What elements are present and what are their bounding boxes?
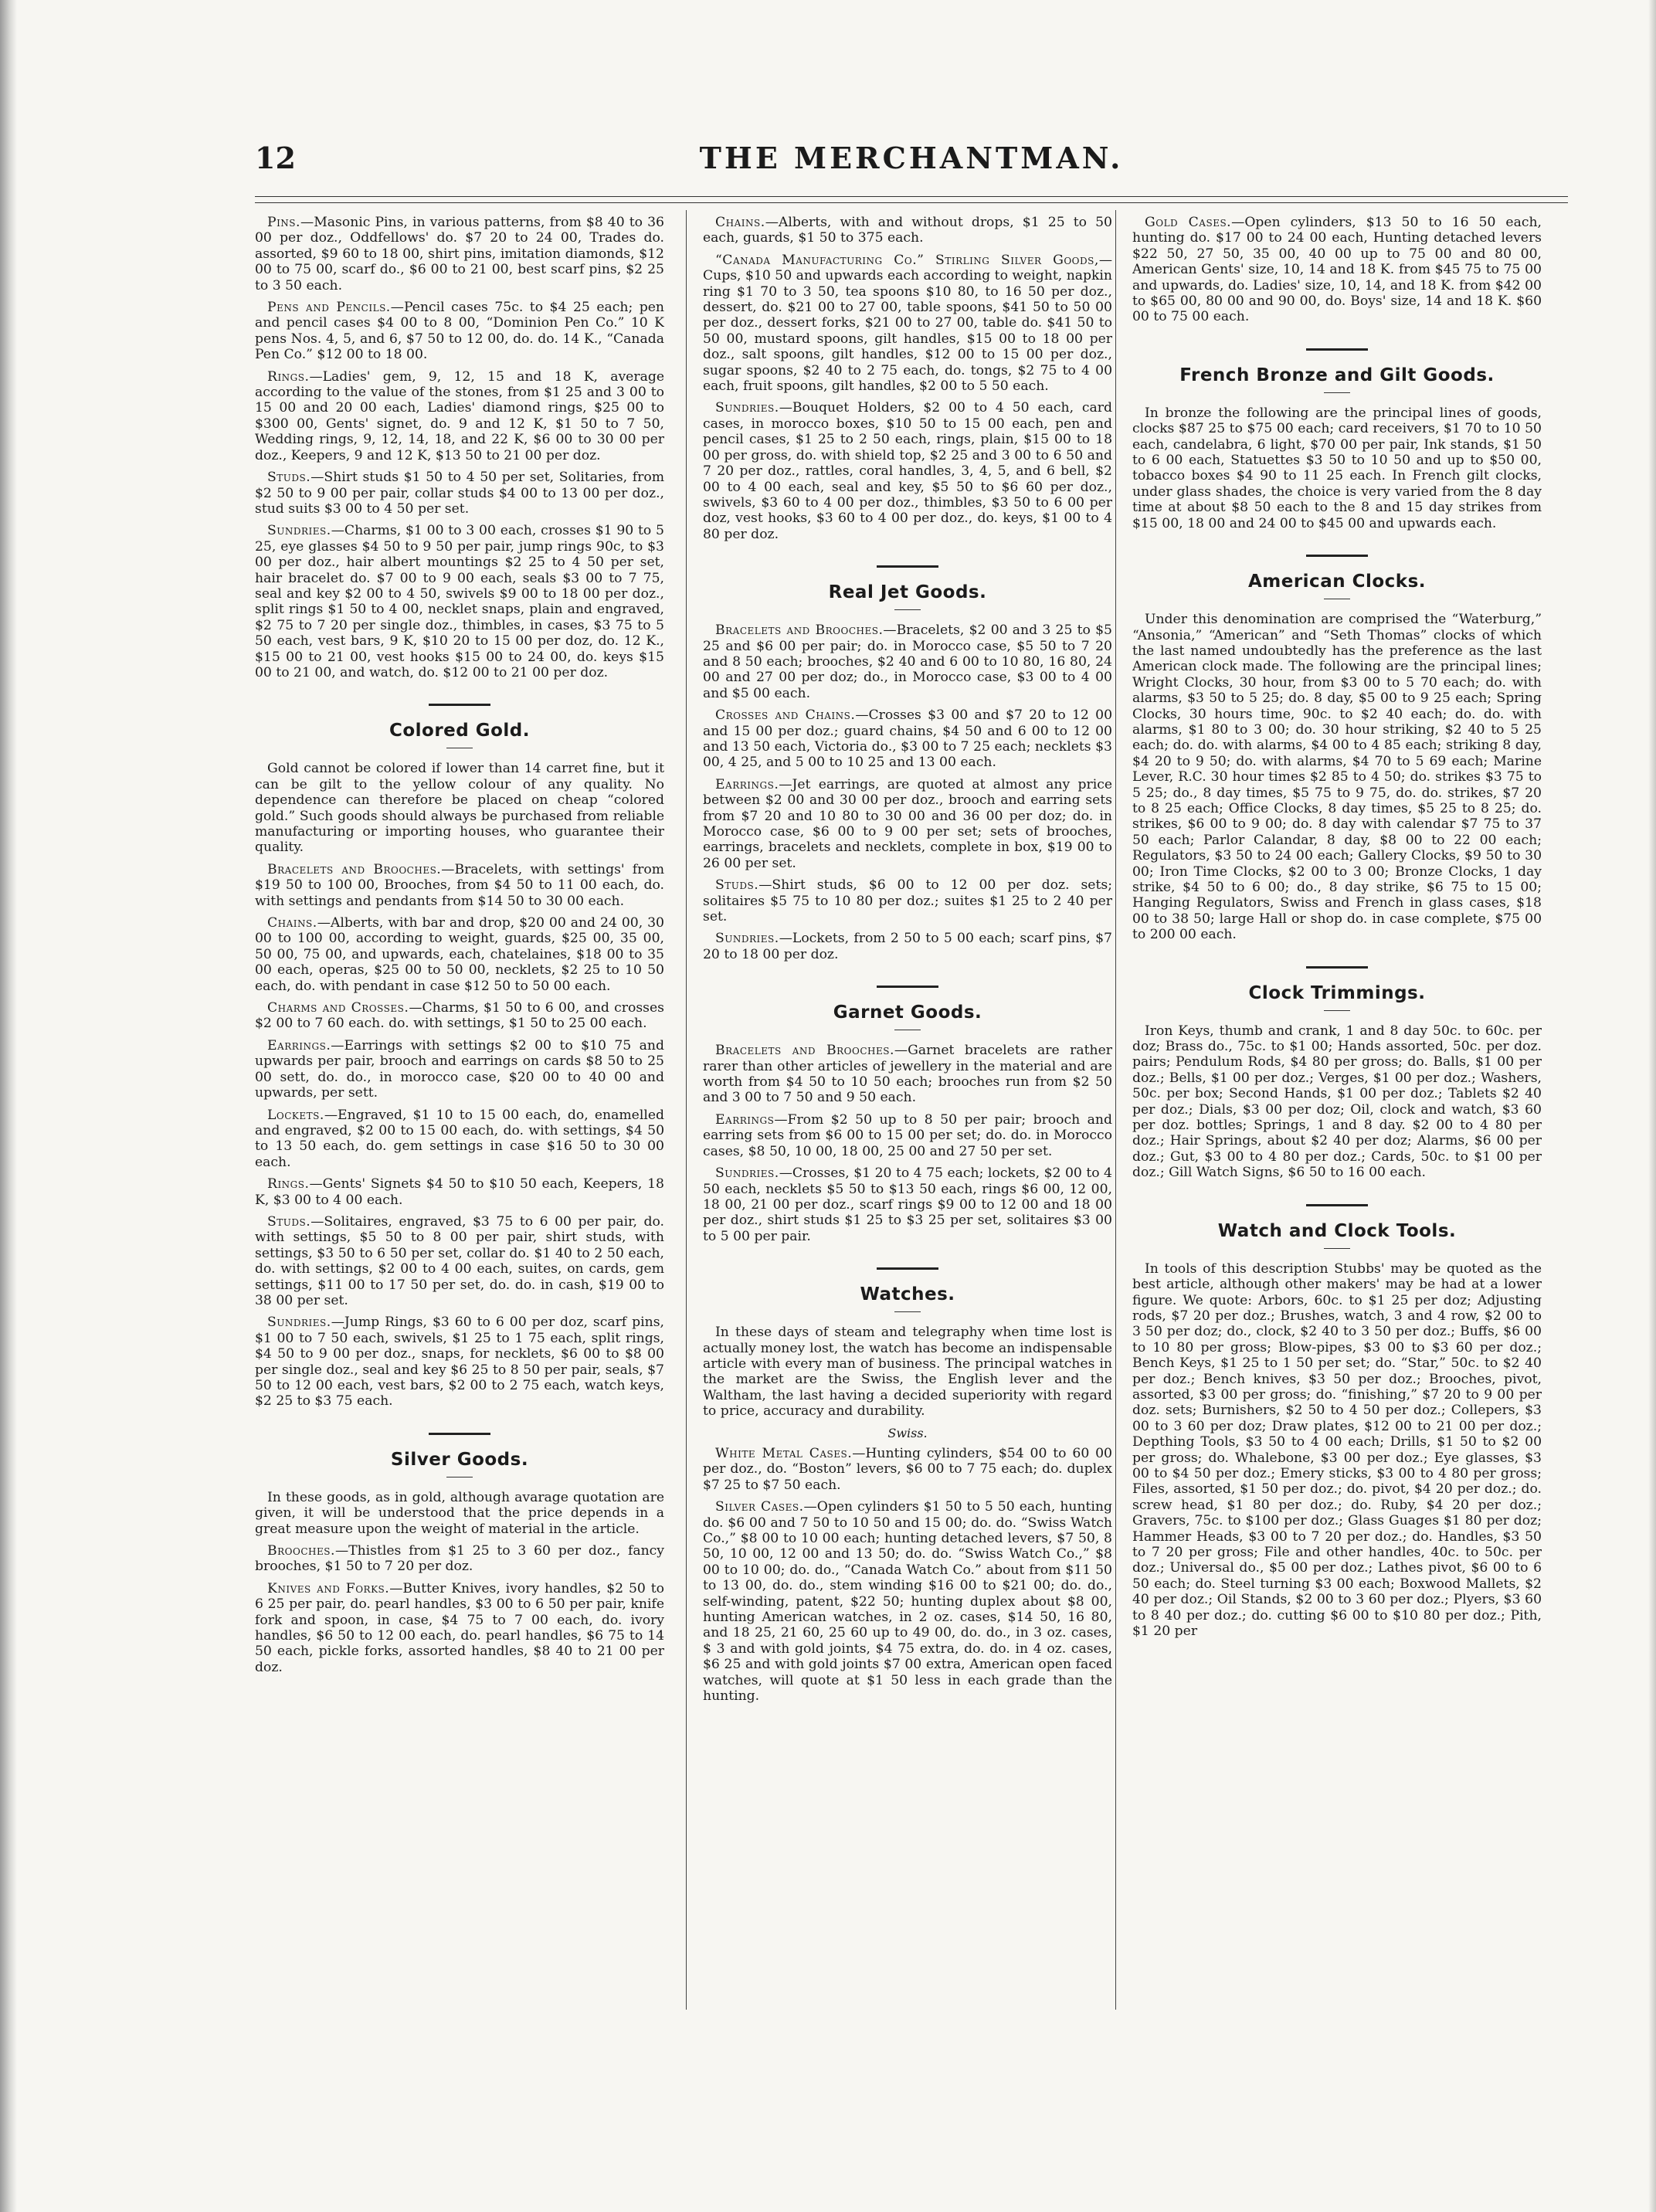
price-paragraph bbox=[255, 1038, 664, 1101]
paragraph-text: —Pencil cases 75c. to $4 25 each; pen and pencil cases $4 00 to 8 00, “Dominion Pen Co.” 10 K pens Nos. 4, 5, and 6, $7 50 to 12 00, do. do. 14 K., “Canada Pen Co.” $12 00 to 18 00. bbox=[255, 300, 664, 363]
paragraph-text: —Engraved, $1 10 to 15 00 each, do, enamelled and engraved, $2 00 to 15 00 each, do. with settings, $4 50 to 13 50 each, do. gem settings in case $16 50 to 30 00 each. bbox=[255, 1107, 664, 1170]
header-rule bbox=[255, 196, 1568, 197]
section-rule bbox=[1306, 1204, 1368, 1206]
price-paragraph bbox=[1132, 1023, 1542, 1181]
price-paragraph bbox=[255, 1315, 664, 1409]
paragraph-lead: Bracelets and Brooches. bbox=[267, 861, 442, 877]
price-paragraph bbox=[703, 623, 1112, 701]
paragraph-lead: Knives and Forks. bbox=[267, 1580, 390, 1596]
section-heading bbox=[703, 565, 1112, 610]
price-paragraph bbox=[703, 1165, 1112, 1244]
section-underline bbox=[1324, 1248, 1350, 1249]
price-paragraph bbox=[703, 877, 1112, 924]
paragraph-lead: “Canada Manufacturing Co.” Stirling Silver Goods, bbox=[715, 252, 1099, 268]
paragraph-lead: Earrings. bbox=[267, 1037, 331, 1053]
paragraph-text: —Bracelets, with settings' from $19 50 to 100 00, Brooches, from $4 50 to 11 00 each, do. with settings and pendants from $14 50 to 30 00 each. bbox=[255, 861, 664, 909]
paragraph-text: In bronze the following are the principal lines of goods, clocks $87 25 to $75 00 each; card receivers, $1 70 to 10 50 each, candelabra, 6 light, $70 00 per pair, Ink stands, $1 50 to 6 00 each, Statuettes $3 50 to 10 50 and up to $50 00, tobacco boxes $4 90 to 11 25 each. In French gilt clocks, under glass shades, the choice is very varied from the 8 day time at about $8 50 each to the 8 and 15 day strikes from $15 00, 18 00 and 24 00 to $45 00 and upwards each. bbox=[1132, 405, 1542, 531]
paragraph-text: —From $2 50 up to 8 50 per pair; brooch and earring sets from $6 00 to 15 00 per set; do. do. in Morocco cases, $8 50, 10 00, 18 00, 25 00 and 27 50 per set. bbox=[703, 1111, 1112, 1159]
paragraph-text: —Bracelets, $2 00 and 3 25 to $5 25 and $6 00 per pair; do. in Morocco case, $5 50 to 7 20 and 8 50 each; brooches, $2 40 and 6 00 to 10 80, 16 80, 24 00 and 27 00 per doz; do., in Morocco case, $3 00 to 4 00 and $5 00 each. bbox=[703, 623, 1112, 701]
paragraph-lead: Earrings bbox=[715, 1111, 775, 1128]
paragraph-text: —Alberts, with bar and drop, $20 00 and 24 00, 30 00 to 100 00, according to weight, guards, $25 00, 35 00, 50 00, 75 00, and upwards, each, chatelaines, $18 00 to 35 00 each, operas, $25 00 to 50 00, necklets, $2 25 to 10 50 each, do. with pendant in case $12 50 to 50 00 each. bbox=[255, 915, 664, 994]
column-3 bbox=[1132, 215, 1542, 2007]
paragraph-lead: Chains. bbox=[267, 915, 317, 931]
paragraph-lead: Silver Cases. bbox=[715, 1499, 804, 1515]
price-paragraph bbox=[255, 369, 664, 463]
masthead-title: THE MERCHANTMAN. bbox=[699, 141, 1124, 175]
paragraph-text: In tools of this description Stubbs' may be quoted as the best article, although other makers' may be had at a lower figure. We quote: Arbors, 60c. to $1 25 per doz; Adjusting rods, $7 20 per doz.; Brushes, watch, 3 and 4 row, $2 00 to 3 50 per doz; do., clock, $2 40 to 3 50 per doz.; Buffs, $6 00 to 10 80 per gross; Blow-pipes, $3 00 to $3 60 per doz.; Bench Keys, $1 25 to 1 50 per set; do. “Star,” 50c. to $2 40 per doz.; Bench knives, $3 50 per doz.; Brooches, pivot, assorted, $3 00 per gross; do. “finishing,” $7 20 to 9 00 per doz. sets; Burnishers, $2 50 to 4 50 per doz.; Collepers, $3 00 to 3 60 per doz; Draw plates, $12 00 to 21 00 per doz.; Depthing Tools, $3 50 to 4 00 each; Drills, $1 50 to $2 00 per gross; do. Whalebone, $3 00 per doz.; Eye glasses, $3 00 to $4 50 per doz.; Emery sticks, $3 00 to 4 80 per gross; Files, assorted, $1 50 per doz.; do. pivot, $4 20 per doz.; do. screw head, $1 80 per doz.; do. Ruby, $4 20 per doz.; Gravers, 75c. to $100 per doz.; Glass Guages $1 80 per doz; Hammer Heads, $3 00 to 7 20 per doz.; do. Handles, $3 50 to 7 20 per gross; File and other handles, 40c. to 50c. per doz.; Universal do., $5 00 per doz.; Lathes pivot, $6 00 to 6 50 each; do. Steel turning $3 00 each; Boxwood Mallets, $2 40 per doz.; Oil Stands, $2 00 to 3 60 per doz.; Plyers, $3 60 to 8 40 per doz.; do. cutting $6 00 to $10 80 per doz.; Pith, $1 20 per bbox=[1132, 1260, 1542, 1640]
section-underline bbox=[894, 609, 921, 610]
section-heading bbox=[1132, 555, 1542, 599]
page-number: 12 bbox=[255, 141, 296, 175]
section-rule bbox=[429, 704, 490, 706]
paragraph-text: —Bouquet Holders, $2 00 to 4 50 each, card cases, in morocco boxes, $10 50 to 15 00 each, pen and pencil cases, $1 25 to 2 50 each, rings, plain, $15 00 to 18 00 per gross, do. with shield top, $2 25 and 3 00 to 6 50 and 7 20 per doz., rattles, coral handles, 3, 4, 5, and 6 bell, $2 00 to 4 00 each, seal and key, $5 50 to $6 60 per doz., swivels, $3 60 to 4 00 per doz., thimbles, $3 50 to 6 00 per doz, vest hooks, $3 60 to 4 00 per doz., do. keys, $1 00 to 4 80 per doz. bbox=[703, 400, 1112, 542]
price-paragraph bbox=[703, 215, 1112, 246]
price-paragraph bbox=[703, 931, 1112, 962]
paragraph-text: —Jet earrings, are quoted at almost any price between $2 00 and 30 00 per doz., brooch and earring sets from $7 20 and 10 80 to 30 00 and 36 00 per doz; do. in Morocco case, $6 00 to 9 00 per set; sets of brooches, earrings, bracelets and necklets, complete in box, $19 00 to 26 00 per set. bbox=[703, 776, 1112, 871]
paragraph-lead: Sundries. bbox=[715, 931, 779, 947]
column-2 bbox=[703, 215, 1112, 2007]
section-title: American Clocks. bbox=[1247, 572, 1427, 592]
paragraph-lead: Gold Cases. bbox=[1145, 215, 1232, 230]
paragraph-text: Iron Keys, thumb and crank, 1 and 8 day 50c. to 60c. per doz; Brass do., 75c. to $1 00; Hands assorted, 50c. per doz. pairs; Pendulum Rods, $4 80 per gross; do. Balls, $1 00 per doz.; Bells, $1 00 per doz.; Verges, $1 00 per doz.; Washers, 50c. per box; Second Hands, $1 00 per doz.; Tablets $2 40 per doz.; Dials, $3 00 per doz; Oil, clock and watch, $3 60 per doz. bottles; Springs, 1 and 8 day. $2 00 to 4 80 per doz.; Hair Springs, about $2 40 per doz; Alarms, $6 00 per doz.; Gut, $3 00 to 4 80 per doz.; Cards, 50c. to $1 00 per doz.; Gill Watch Signs, $6 50 to 16 00 each. bbox=[1132, 1023, 1542, 1181]
price-paragraph bbox=[255, 1214, 664, 1308]
paragraph-text: —Garnet bracelets are rather rarer than other articles of jewellery in the material and are worth from $4 50 to 10 50 each; brooches run from $2 50 and 3 00 to 7 50 and 9 50 each. bbox=[703, 1043, 1112, 1106]
section-underline bbox=[894, 1311, 921, 1312]
section-title: Garnet Goods. bbox=[833, 1003, 982, 1023]
paragraph-lead: Pins. bbox=[267, 215, 300, 230]
section-heading bbox=[255, 704, 664, 748]
paragraph-text: —Crosses, $1 20 to 4 75 each; lockets, $2 00 to 4 50 each, necklets $5 50 to $13 50 each, rings $6 00, 12 00, 18 00, 21 00 per doz., scarf rings $9 00 to 12 00 and 18 00 per doz., shirt studs $1 25 to $3 25 per set, solitaires $3 00 to 5 00 per pair. bbox=[703, 1165, 1112, 1244]
paragraph-text: —Hunting cylinders, $54 00 to 60 00 per doz., do. “Boston” levers, $6 00 to 7 75 each; do. duplex $7 25 to $7 50 each. bbox=[703, 1445, 1112, 1493]
price-paragraph bbox=[703, 400, 1112, 542]
paragraph-text: —Masonic Pins, in various patterns, from $8 40 to 36 00 per doz., Oddfellows' do. $7 20 to 24 00, Trades do. assorted, $9 60 to 18 00, shirt pins, imitation diamonds, $12 00 to 75 00, scarf do., $6 00 to 21 00, best scarf pins, $2 25 to 3 50 each. bbox=[255, 215, 664, 293]
section-rule bbox=[1306, 966, 1368, 969]
paragraph-lead: Sundries. bbox=[715, 1165, 779, 1182]
price-paragraph bbox=[703, 1112, 1112, 1159]
price-paragraph bbox=[703, 1499, 1112, 1704]
price-paragraph bbox=[255, 1543, 664, 1575]
page-edge-right bbox=[1648, 0, 1656, 2212]
section-rule bbox=[877, 565, 938, 568]
paragraph-lead: Brooches. bbox=[267, 1543, 335, 1559]
section-rule bbox=[877, 986, 938, 988]
paragraph-lead: Lockets. bbox=[267, 1107, 324, 1123]
paragraph-text: Under this denomination are comprised the “Waterburg,” “Ansonia,” “American” and “Seth Thomas” clocks of which the last named undoubtedly has the preference as the last American clock made. The following are the principal lines; Wright Clocks, 30 hour, from $3 00 to 5 70 each; do. with alarms, $3 50 to 5 25; do. 8 day, $5 00 to 9 25 each; Spring Clocks, 30 hours time, 90c. to $2 40 each; do. do. with alarms, $1 80 to 3 00; do. 30 hour striking, $2 40 to 5 25 each; do. do. with alarms, $4 00 to 4 85 each; striking 8 day, $4 20 to 9 50; do. with alarms, $4 70 to 5 69 each; Marine Lever, R.C. 30 hour times $2 85 to 4 50; do. strikes $3 75 to 5 25; do., 8 day times, $5 75 to 9 75, do. do. strikes, $7 20 to 8 25 each; Office Clocks, 8 day times, $5 25 to 8 25; do. strikes, $6 00 to 9 00; do. 8 day with calendar $7 75 to 37 50 each; Parlor Calandar, 8 day, $8 00 to 22 00 each; Regulators, $3 50 to 24 00 each; Gallery Clocks, $9 50 to 30 00; Iron Time Clocks, $2 00 to 3 00; Bronze Clocks, 1 day strike, $4 50 to 6 00; do., 8 day strike, $6 75 to 15 00; Hanging Regulators, Swiss and French in glass cases, $18 00 to 38 50; large Hall or shop do. in case complete, $75 00 to 200 00 each. bbox=[1132, 612, 1542, 943]
subheading: Swiss. bbox=[887, 1425, 928, 1440]
paragraph-text: —Shirt studs, $6 00 to 12 00 per doz. sets; solitaires $5 75 to 10 80 per doz.; suites $1 25 to 2 40 per set. bbox=[703, 877, 1112, 925]
paragraph-text: —Gents' Signets $4 50 to $10 50 each, Keepers, 18 K, $3 00 to 4 00 each. bbox=[255, 1176, 664, 1208]
section-title: Real Jet Goods. bbox=[828, 582, 987, 603]
section-heading bbox=[1132, 348, 1542, 393]
section-heading bbox=[255, 1433, 664, 1477]
paragraph-text: —Jump Rings, $3 60 to 6 00 per doz, scarf pins, $1 00 to 7 50 each, swivels, $1 25 to 1 75 each, split rings, $4 50 to 9 00 per doz., snaps, for necklets, $6 00 to $8 00 per single doz., seal and key $6 25 to 8 50 per pair, seals, $7 50 to 12 00 each, vest bars, $2 00 to 2 75 each, watch keys, $2 25 to $3 75 each. bbox=[255, 1315, 664, 1410]
paragraph-lead: Rings. bbox=[267, 1176, 310, 1193]
paragraph-text: —Open cylinders, $13 50 to 16 50 each, hunting do. $17 00 to 24 00 each, Hunting detached levers $22 50, 27 50, 35 00, 40 00 up to 75 00 and 80 00, American Gents' size, 10, 14 and 18 K. from $45 75 to 75 00 and upwards, do. Ladies' size, 10, 14, and 18 K. from $42 00 to $65 00, 80 00 and 90 00, do. Boys' size, 14 and 18 K. $60 00 to 75 00 each. bbox=[1132, 215, 1542, 325]
section-heading bbox=[703, 1267, 1112, 1312]
paragraph-lead: Crosses and Chains. bbox=[715, 707, 856, 724]
section-title: Watch and Clock Tools. bbox=[1217, 1220, 1457, 1241]
paragraph-text: —Open cylinders $1 50 to 5 50 each, hunting do. $6 00 and 7 50 to 10 50 and 15 00; do. do. “Swiss Watch Co.,” $8 00 to 10 00 each; hunting detached levers, $7 50, 8 50, 10 00, 12 00 and 13 50; do. do. “Swiss Watch Co.,” $8 00 to 10 00; do. do., “Canada Watch Co.” about from $11 50 to 13 00, do. do., stem winding $16 00 to $21 00; do. do., self-winding, patent, $22 50; hunting duplex about $8 00, hunting American watches, in 2 oz. cases, $14 50, 16 80, and 18 25, 21 60, 25 60 up to 49 00, do. do., in 3 oz. cases, $ 3 and with gold joints, $4 75 extra, do. do. in 4 oz. cases, $6 25 and with gold joints $7 00 extra, American open faced watches, will quote at $1 50 less in each grade than the hunting. bbox=[703, 1499, 1112, 1705]
paragraph-lead: Bracelets and Brooches. bbox=[715, 1043, 894, 1059]
price-paragraph bbox=[255, 215, 664, 293]
paragraph-lead: Earrings. bbox=[715, 776, 779, 792]
section-title: Silver Goods. bbox=[390, 1449, 529, 1470]
page-edge-shadow bbox=[0, 0, 17, 2212]
section-title: Watches. bbox=[860, 1284, 955, 1305]
paragraph-text: In these days of steam and telegraphy when time lost is actually money lost, the watch has become an indispensable article with every man of business. The principal watches in the market are the Swiss, the English lever and the Waltham, the last having a decided superiority with regard to price, accuracy and durability. bbox=[703, 1325, 1112, 1420]
section-rule bbox=[877, 1267, 938, 1270]
section-rule bbox=[1306, 348, 1368, 351]
price-paragraph bbox=[255, 1000, 664, 1032]
price-paragraph bbox=[703, 777, 1112, 871]
price-paragraph bbox=[255, 1581, 664, 1675]
section-heading bbox=[703, 986, 1112, 1030]
paragraph-lead: Sundries. bbox=[267, 1315, 331, 1331]
price-paragraph bbox=[703, 707, 1112, 771]
paragraph-lead: Sundries. bbox=[267, 523, 331, 539]
price-paragraph bbox=[1132, 612, 1542, 943]
section-title: French Bronze and Gilt Goods. bbox=[1179, 365, 1495, 385]
paragraph-text: —Cups, $10 50 and upwards each according to weight, napkin ring $1 70 to 3 50, tea spoons $10 80, to 16 50 per doz., dessert, do. $21 00 to 27 00, table spoons, $41 50 to 50 00 per doz., dessert forks, $21 00 to 27 00, table do. $41 50 to 50 00, mustard spoons, gilt handles, $15 00 to 18 00 per doz., salt spoons, gilt handles, $12 00 to 15 00 per doz., sugar spoons, $2 40 to 2 75 each, do. tongs, $2 75 to 4 00 each, fruit spoons, gilt handles, $2 00 to 5 50 each. bbox=[703, 252, 1112, 395]
column-divider bbox=[1115, 210, 1116, 2010]
price-paragraph bbox=[703, 253, 1112, 395]
section-title: Clock Trimmings. bbox=[1248, 982, 1426, 1003]
price-paragraph bbox=[1132, 1261, 1542, 1640]
section-heading bbox=[1132, 1204, 1542, 1249]
paragraph-text: —Crosses $3 00 and $7 20 to 12 00 and 15 00 per doz.; guard chains, $4 50 and 6 00 to 12 00 and 13 50 each, Victoria do., $3 00 to 7 25 each; necklets $3 00, 4 25, and 5 00 to 10 25 and 13 00 each. bbox=[703, 707, 1112, 771]
price-paragraph bbox=[255, 523, 664, 680]
paragraph-text: —Earrings with settings $2 00 to $10 75 and upwards per pair, brooch and earrings on cards $8 50 to 25 00 sett, do. do., in morocco case, $20 00 to 40 00 and upwards, per sett. bbox=[255, 1037, 664, 1101]
section-rule bbox=[1306, 555, 1368, 557]
page-header bbox=[255, 141, 1568, 187]
price-paragraph bbox=[255, 300, 664, 363]
section-underline bbox=[1324, 392, 1350, 393]
paragraph-text: —Shirt studs $1 50 to 4 50 per set, Solitaries, from $2 50 to 9 00 per pair, collar studs $4 00 to 13 00 per doz., stud suits $3 00 to 4 50 per set. bbox=[255, 470, 664, 517]
column-divider bbox=[686, 210, 687, 2010]
paragraph-text: —Butter Knives, ivory handles, $2 50 to 6 25 per pair, do. pearl handles, $3 00 to 6 50 per pair, knife fork and spoon, in case, $4 75 to 7 00 each, do. ivory handles, $6 50 to 12 00 each, do. pearl handles, $6 75 to 14 50 each, pickle forks, assorted handles, $8 40 to 21 00 per doz. bbox=[255, 1580, 664, 1675]
paragraph-lead: Bracelets and Brooches. bbox=[715, 623, 884, 639]
paragraph-lead: Chains. bbox=[715, 215, 765, 230]
paragraph-text: —Charms, $1 50 to 6 00, and crosses $2 00 to 7 60 each. do. with settings, $1 50 to 25 00 each. bbox=[255, 1000, 664, 1032]
section-title: Colored Gold. bbox=[389, 721, 531, 741]
section-rule bbox=[429, 1433, 490, 1435]
paragraph-lead: Rings. bbox=[267, 368, 310, 385]
paragraph-text: —Charms, $1 00 to 3 00 each, crosses $1 90 to 5 25, eye glasses $4 50 to 9 50 per pair, jump rings 90c, to $3 00 per doz., hair albert mountings $2 25 to 4 50 per set, hair bracelet do. $7 00 to 9 00 each, seals $3 00 to 7 75, seal and key $2 00 to 4 50, swivels $9 00 to 18 00 per doz., split rings $1 50 to 4 00, necklet snaps, plain and engraved, $2 75 to 7 20 per single doz., thimbles, in cases, $3 75 to 5 50 each, vest bars, 9 K, $10 20 to 15 00 per doz, do. 12 K., $15 00 to 21 00, vest hooks $15 00 to 24 00, do. keys $15 00 to 21 00, and watch, do. $12 00 to 21 00 per doz. bbox=[255, 523, 664, 680]
paragraph-text: —Solitaires, engraved, $3 75 to 6 00 per pair, do. with settings, $5 50 to 8 00 per pair, shirt studs, with settings, $3 50 to 6 50 per set, collar do. $1 40 to 2 50 each, do. with settings, $2 00 to 4 00 each, suites, on cards, gem settings, $11 00 to 17 50 per set, do. do. in cash, $19 00 to 38 00 per set. bbox=[255, 1213, 664, 1308]
column-1 bbox=[255, 215, 664, 2007]
paragraph-lead: White Metal Cases. bbox=[715, 1445, 853, 1461]
paragraph-lead: Studs. bbox=[715, 877, 759, 894]
price-paragraph bbox=[255, 1490, 664, 1537]
price-paragraph bbox=[1132, 405, 1542, 531]
section-underline bbox=[1324, 1010, 1350, 1011]
price-paragraph bbox=[1132, 215, 1542, 325]
header-rule-secondary bbox=[255, 202, 1568, 203]
paragraph-text: Gold cannot be colored if lower than 14 carret fine, but it can be gilt to the yellow colour of any quality. No dependence can therefore be placed on cheap “colored gold.” Such goods should always be purchased from reliable manufacturing or importing houses, who guarantee their quality. bbox=[255, 761, 664, 856]
price-paragraph bbox=[703, 1325, 1112, 1419]
price-paragraph bbox=[255, 1108, 664, 1171]
paragraph-lead: Charms and Crosses. bbox=[267, 1000, 409, 1016]
price-paragraph bbox=[255, 761, 664, 855]
paragraph-text: —Thistles from $1 25 to 3 60 per doz., fancy brooches, $1 50 to 7 20 per doz. bbox=[255, 1543, 664, 1575]
paragraph-text: —Lockets, from 2 50 to 5 00 each; scarf pins, $7 20 to 18 00 per doz. bbox=[703, 931, 1112, 962]
paragraph-lead: Sundries. bbox=[715, 400, 779, 416]
price-paragraph bbox=[703, 1446, 1112, 1493]
section-heading bbox=[1132, 966, 1542, 1011]
price-paragraph bbox=[255, 1176, 664, 1208]
paragraph-text: —Ladies' gem, 9, 12, 15 and 18 K, average according to the value of the stones, from $1 25 and 3 00 to 15 00 and 20 00 each, Ladies' diamond rings, $25 00 to $300 00, Gents' signet, do. 9 and 12 K, $1 50 to 7 50, Wedding rings, 9, 12, 14, 18, and 22 K, $6 00 to 30 00 per doz., Keepers, 9 and 12 K, $13 50 to 21 00 per doz. bbox=[255, 368, 664, 463]
price-paragraph bbox=[703, 1043, 1112, 1106]
paragraph-lead: Pens and Pencils. bbox=[267, 300, 391, 316]
paragraph-text: In these goods, as in gold, although avarage quotation are given, it will be understood that the price depends in a great measure upon the weight of material in the article. bbox=[255, 1489, 664, 1537]
price-paragraph bbox=[255, 915, 664, 994]
price-paragraph bbox=[255, 470, 664, 517]
paragraph-lead: Studs. bbox=[267, 470, 311, 486]
paragraph-lead: Studs. bbox=[267, 1213, 311, 1230]
price-paragraph bbox=[255, 862, 664, 909]
paragraph-text: —Alberts, with and without drops, $1 25 to 50 each, guards, $1 50 to 375 each. bbox=[703, 215, 1112, 246]
